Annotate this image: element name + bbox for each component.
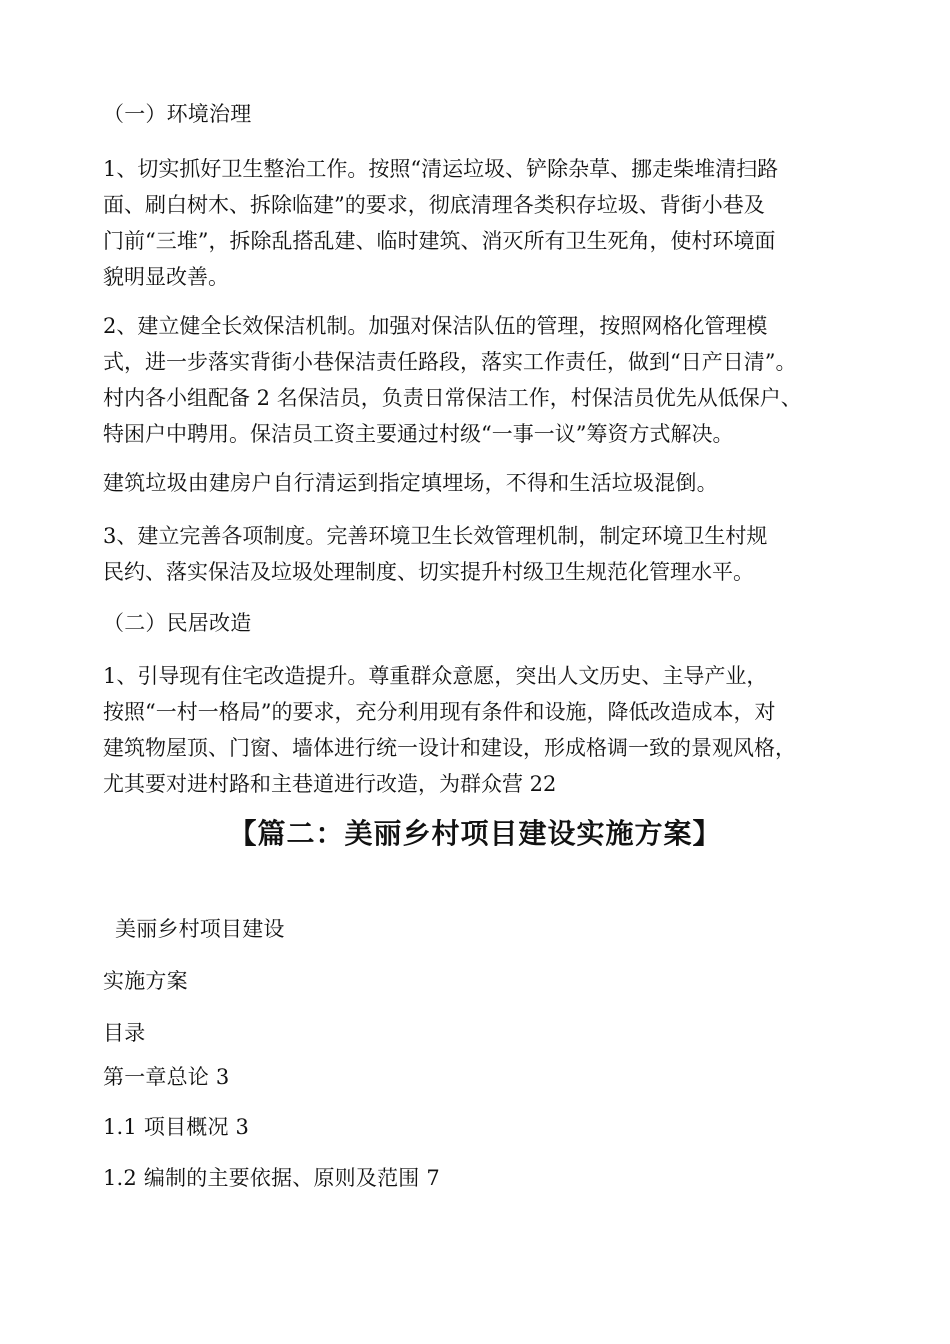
text-line: 1、引导现有住宅改造提升。尊重群众意愿，突出人文历史、主导产业， <box>103 664 768 688</box>
text-line: 按照“一村一格局”的要求，充分利用现有条件和设施，降低改造成本，对 <box>103 700 776 724</box>
text-line: 建筑物屋顶、门窗、墙体进行统一设计和建设，形成格调一致的景观风格， <box>103 736 796 760</box>
heading-housing: （二）民居改造 <box>103 611 252 635</box>
paragraph-housing-upgrade <box>103 658 873 802</box>
heading-environment: （一）环境治理 <box>103 102 252 126</box>
text-line: 特困户中聘用。保洁员工资主要通过村级“一事一议”筹资方式解决。 <box>103 422 734 446</box>
toc-item: 1.2 编制的主要依据、原则及范围 7 <box>103 1166 440 1190</box>
paragraph-cleaning-mechanism <box>103 308 873 452</box>
text-line: 门前“三堆”，拆除乱搭乱建、临时建筑、消灭所有卫生死角，使村环境面 <box>103 229 776 253</box>
toc-item: 第一章总论 3 <box>103 1065 230 1089</box>
text-line: 村内各小组配备 2 名保洁员，负责日常保洁工作，村保洁员优先从低保户、 <box>103 386 802 410</box>
text-line: 尤其要对进村路和主巷道进行改造，为群众营 22 <box>103 772 557 796</box>
subtitle-project: 美丽乡村项目建设 <box>115 917 285 941</box>
text-line: 面、刷白树木、拆除临建”的要求，彻底清理各类积存垃圾、背街小巷及 <box>103 193 765 217</box>
text-line: 2、建立健全长效保洁机制。加强对保洁队伍的管理，按照网格化管理模 <box>103 314 768 338</box>
paragraph-regulations <box>103 518 873 590</box>
paragraph-sanitation <box>103 151 873 295</box>
paragraph-construction-waste: 建筑垃圾由建房户自行清运到指定填埋场，不得和生活垃圾混倒。 <box>103 471 718 495</box>
text-line: 貌明显改善。 <box>103 265 229 289</box>
text-line: 1、切实抓好卫生整治工作。按照“清运垃圾、铲除杂草、挪走柴堆清扫路 <box>103 157 779 181</box>
section-title: 【篇二：美丽乡村项目建设实施方案】 <box>228 817 722 850</box>
text-line: 民约、落实保洁及垃圾处理制度、切实提升村级卫生规范化管理水平。 <box>103 560 754 584</box>
text-line: 3、建立完善各项制度。完善环境卫生长效管理机制，制定环境卫生村规 <box>103 524 768 548</box>
text-line: 式，进一步落实背街小巷保洁责任路段，落实工作责任，做到“日产日清”。 <box>103 350 797 374</box>
toc-heading: 目录 <box>103 1021 146 1045</box>
subtitle-plan: 实施方案 <box>103 969 188 993</box>
toc-item: 1.1 项目概况 3 <box>103 1115 250 1139</box>
